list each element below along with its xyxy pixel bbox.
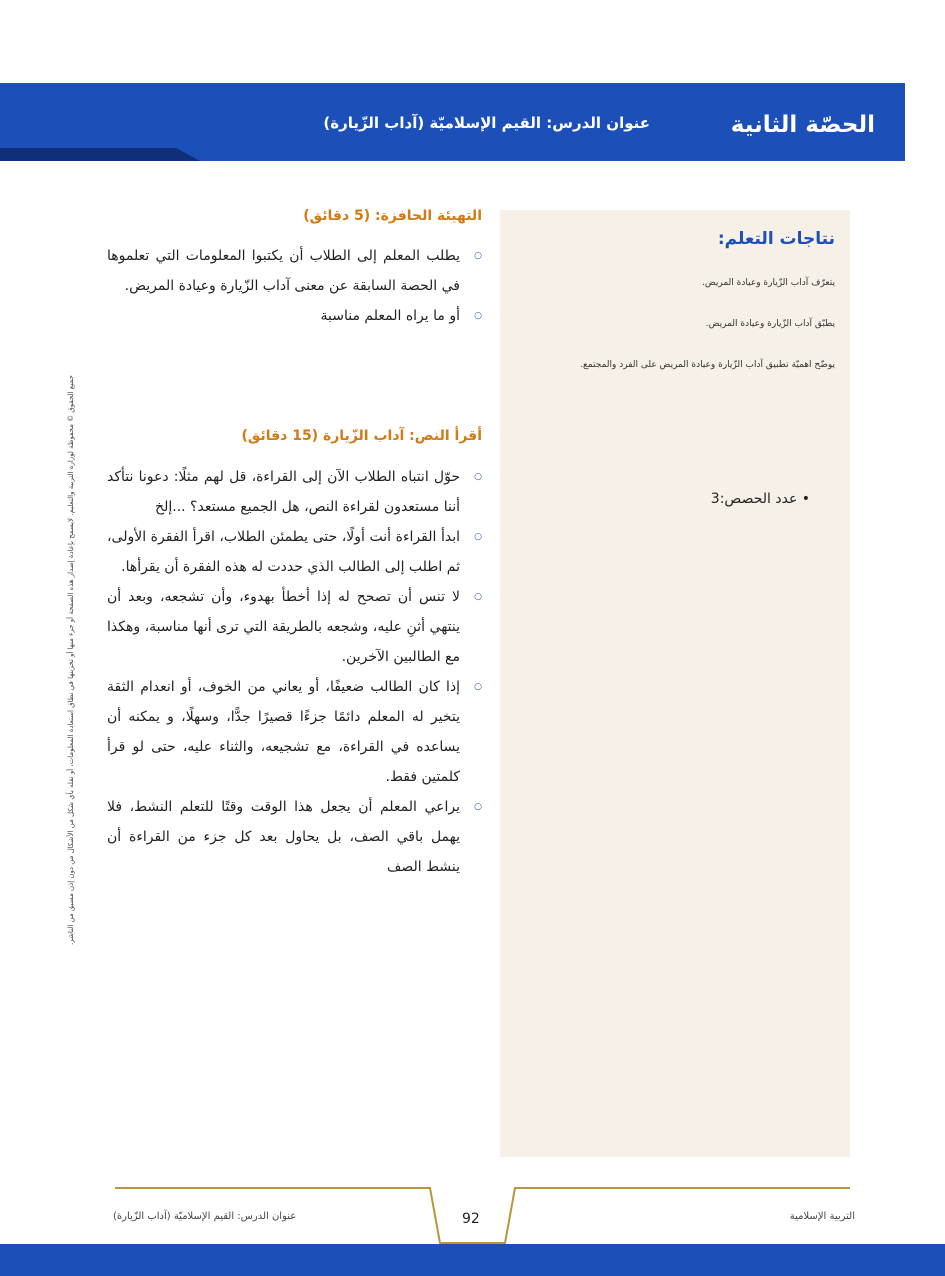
warmup-point-1: ○ يطلب المعلم إلى الطلاب أن يكتبوا المعلومات التي تعلموها في الحصة السابقة عن معنى آداب الزّيارة وعيادة المريض. bbox=[107, 241, 482, 301]
outcome-item-1: يتعرّف آداب الزّيارة وعيادة المريض. bbox=[701, 278, 835, 288]
reading-point-5: ○ يراعي المعلم أن يجعل هذا الوقت وقتًا للتعلم النشط، فلا يهمل باقي الصف، بل يحاول بعد كل جزء من القراءة أن ينشط الصف bbox=[107, 792, 482, 882]
footer-bar bbox=[0, 1244, 945, 1276]
copyright-text: جميع الحقوق © محفوظة لوزارة التربية والتعليم. لايسمح بإعادة إصدار هذه الصفحة أو جزء منها أو تخزينها في نطاق استعادة المعلومات، أو نقله بأي شكل من الأشكال من دون إذن مسبق من الناشر. bbox=[67, 375, 75, 945]
outcome-item-2: يطبّق آداب الزّيارة وعيادة المريض. bbox=[705, 319, 835, 329]
reading-point-2: ○ ابدأ القراءة أنت أولًا، حتى يطمئن الطلاب، اقرأ الفقرة الأولى، ثم اطلب إلى الطالب الذي حددت له هذه الفقرة أن يقرأها. bbox=[107, 522, 482, 582]
warmup-point-2: ○ أو ما يراه المعلم مناسبة bbox=[107, 301, 482, 331]
learning-outcomes-heading: نتاجات التعلم: bbox=[717, 229, 835, 249]
reading-point-4: ○ إذا كان الطالب ضعيفًا، أو يعاني من الخوف، أو انعدام الثقة يتخير له المعلم دائمًا جزءًا قصيرًا جدًّا، وسهلًا، و يمكنه أن يساعده في القراءة، مع تشجيعه، والثناء عليه، حتى لو قرأ كلمتين فقط. bbox=[107, 672, 482, 792]
sessions-count: • عدد الحصص:3 bbox=[710, 491, 810, 507]
footer-subject: التربية الإسلامية bbox=[789, 1211, 855, 1222]
session-title: الحصّة الثانية bbox=[730, 112, 875, 138]
warmup-heading: التهيئة الحافزة: (5 دقائق) bbox=[303, 208, 482, 224]
reading-point-1: ○ حوّل انتباه الطلاب الآن إلى القراءة، قل لهم مثلًا: دعونا نتأكد أننا مستعدون لقراءة النص، هل الجميع مستعد؟ ...إلخ bbox=[107, 462, 482, 522]
lesson-title: عنوان الدرس: القيم الإسلاميّة (آداب الزّيارة) bbox=[323, 114, 650, 132]
reading-point-3: ○ لا تنس أن تصحح له إذا أخطأ بهدوء، وأن تشجعه، وبعد أن ينتهي أثنِ عليه، وشجعه بالطريقة التي ترى أنها مناسبة، وهكذا مع الطالبين الآخرين. bbox=[107, 582, 482, 672]
outcome-item-3: يوضّح اهميّة تطبيق آداب الزّيارة وعيادة المريض على الفرد والمجتمع. bbox=[580, 360, 835, 370]
footer-lesson-title: عنوان الدرس: القيم الإسلاميّة (آداب الزّيارة) bbox=[113, 1211, 297, 1222]
page-number: 92 bbox=[462, 1211, 480, 1227]
reading-heading: أقرأ النص: آداب الزّيارة (15 دقائق) bbox=[241, 428, 482, 444]
